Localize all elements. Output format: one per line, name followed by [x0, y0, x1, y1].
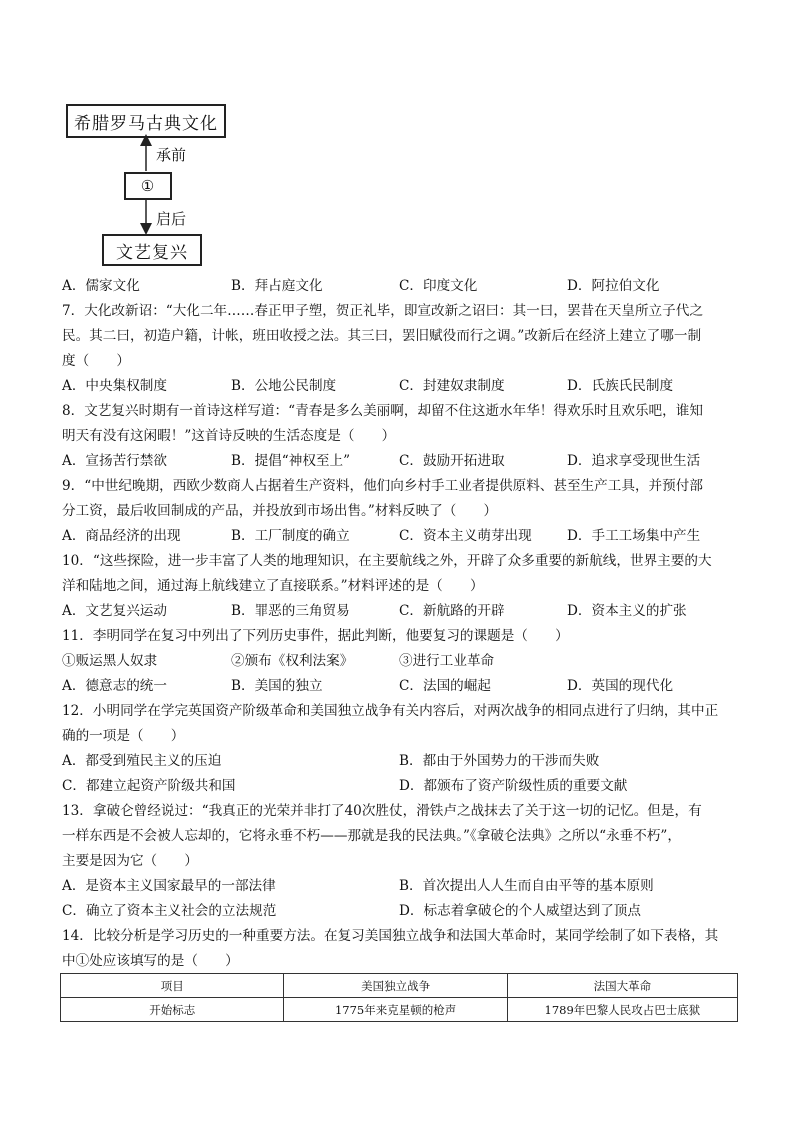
- q7-option-d: D．氏族氏民制度: [567, 378, 674, 394]
- q10-option-b: B．罪恶的三角贸易: [231, 603, 350, 619]
- q6-option-c: C．印度文化: [399, 278, 478, 294]
- q13-line-3: 主要是因为它（ ）: [62, 853, 198, 869]
- q9-option-b: B．工厂制度的确立: [231, 528, 350, 544]
- q10-option-c: C．新航路的开辟: [399, 603, 505, 619]
- diagram-top-box: 希腊罗马古典文化: [66, 104, 226, 138]
- diagram-bottom-box: 文艺复兴: [102, 234, 202, 266]
- q9-option-d: D．手工工场集中产生: [567, 528, 701, 544]
- q9-line-1: 9．“中世纪晚期，西欧少数商人占据着生产资料，他们向乡村手工业者提供原料、甚至生产工具，并预付部: [62, 478, 703, 494]
- q13-line-2: 一样东西是不会被人忘却的，它将永垂不朽——那就是我的民法典。”《拿破仑法典》之所以“永垂不朽”，: [62, 828, 681, 844]
- q12-option-a: A．都受到殖民主义的压迫: [62, 753, 222, 769]
- q6-option-b: B．拜占庭文化: [231, 278, 323, 294]
- q14-line-1: 14．比较分析是学习历史的一种重要方法。在复习美国独立战争和法国大革命时，某同学绘制了如下表格，其: [62, 928, 719, 944]
- q13-option-b: B．首次提出人人生而自由平等的基本原则: [399, 878, 654, 894]
- q10-line-2: 洋和陆地之间，通过海上航线建立了直接联系。”材料评述的是（ ）: [62, 578, 484, 594]
- q13-line-1: 13．拿破仑曾经说过：“我真正的光荣并非打了40次胜仗，滑铁卢之战抹去了关于这一切的记忆。但是，有: [62, 803, 702, 819]
- table-cell: 1789年巴黎人民攻占巴士底狱: [507, 998, 737, 1022]
- q10-option-d: D．资本主义的扩张: [567, 603, 687, 619]
- q10-option-a: A．文艺复兴运动: [62, 603, 167, 619]
- table-cell: 1775年来克星顿的枪声: [284, 998, 507, 1022]
- culture-diagram: [60, 96, 240, 266]
- q9-option-a: A．商品经济的出现: [62, 528, 181, 544]
- q11-option-b: B．美国的独立: [231, 678, 323, 694]
- q8-line-2: 明天有没有这闲暇！”这首诗反映的生活态度是（ ）: [62, 428, 396, 444]
- upper-arrow-label: 承前: [156, 146, 187, 164]
- q7-line-3: 度（ ）: [62, 353, 130, 369]
- table-header-row: [61, 974, 738, 998]
- q9-option-c: C．资本主义萌芽出现: [399, 528, 532, 544]
- table-header-cell: 美国独立战争: [284, 974, 507, 998]
- q8-option-c: C．鼓励开拓进取: [399, 453, 505, 469]
- q13-option-a: A．是资本主义国家最早的一部法律: [62, 878, 276, 894]
- q10-line-1: 10．“这些探险，进一步丰富了人类的地理知识，在主要航线之外，开辟了众多重要的新航线，世界主要的大: [62, 553, 712, 569]
- q12-line-2: 确的一项是（ ）: [62, 728, 185, 744]
- q11-event-1: ①贩运黑人奴隶: [62, 653, 158, 669]
- q9-line-2: 分工资，最后收回制成的产品，并投放到市场出售。”材料反映了（ ）: [62, 503, 498, 519]
- q8-option-b: B．提倡“神权至上”: [231, 453, 351, 469]
- comparison-table: [60, 973, 738, 1022]
- table-header-cell: 项目: [61, 974, 284, 998]
- q7-option-c: C．封建奴隶制度: [399, 378, 505, 394]
- q11-event-2: ②颁布《权利法案》: [231, 653, 354, 669]
- q13-option-d: D．标志着拿破仑的个人威望达到了顶点: [399, 903, 641, 919]
- q11-option-a: A．德意志的统一: [62, 678, 167, 694]
- q11-event-3: ③进行工业革命: [399, 653, 495, 669]
- q6-option-d: D．阿拉伯文化: [567, 278, 660, 294]
- q7-line-1: 7．大化改新诏：“大化二年……春正甲子塑，贺正礼毕，即宣改新之诏曰：其一曰，罢昔在天皇所立子代之: [62, 303, 703, 319]
- q12-option-b: B．都由于外国势力的干涉而失败: [399, 753, 600, 769]
- table-header-cell: 法国大革命: [507, 974, 737, 998]
- q7-option-a: A．中央集权制度: [62, 378, 167, 394]
- q13-option-c: C．确立了资本主义社会的立法规范: [62, 903, 277, 919]
- q7-line-2: 民。其二曰，初造户籍，计帐，班田收授之法。其三曰，罢旧赋役而行之调。”改新后在经济上建立了哪一制: [62, 328, 702, 344]
- q12-option-c: C．都建立起资产阶级共和国: [62, 778, 236, 794]
- q12-line-1: 12．小明同学在学完英国资产阶级革命和美国独立战争有关内容后，对两次战争的相同点进行了归纳，其中正: [62, 703, 719, 719]
- diagram-middle-box: ①: [124, 172, 172, 200]
- q8-option-d: D．追求享受现世生活: [567, 453, 701, 469]
- q14-line-2: 中①处应该填写的是（ ）: [62, 953, 239, 969]
- q12-option-d: D．都颁布了资产阶级性质的重要文献: [399, 778, 628, 794]
- table-row: [61, 998, 738, 1022]
- q11-line-1: 11．李明同学在复习中列出了下列历史事件，据此判断，他要复习的课题是（ ）: [62, 628, 569, 644]
- q7-option-b: B．公地公民制度: [231, 378, 337, 394]
- q6-option-a: A．儒家文化: [62, 278, 140, 294]
- lower-arrow-label: 启后: [156, 210, 187, 228]
- q11-option-d: D．英国的现代化: [567, 678, 674, 694]
- q8-line-1: 8．文艺复兴时期有一首诗这样写道：“青春是多么美丽啊，却留不住这逝水年华！得欢乐时且欢乐吧，谁知: [62, 403, 703, 419]
- q8-option-a: A．宣扬苦行禁欲: [62, 453, 167, 469]
- table-cell: 开始标志: [61, 998, 284, 1022]
- q11-option-c: C．法国的崛起: [399, 678, 491, 694]
